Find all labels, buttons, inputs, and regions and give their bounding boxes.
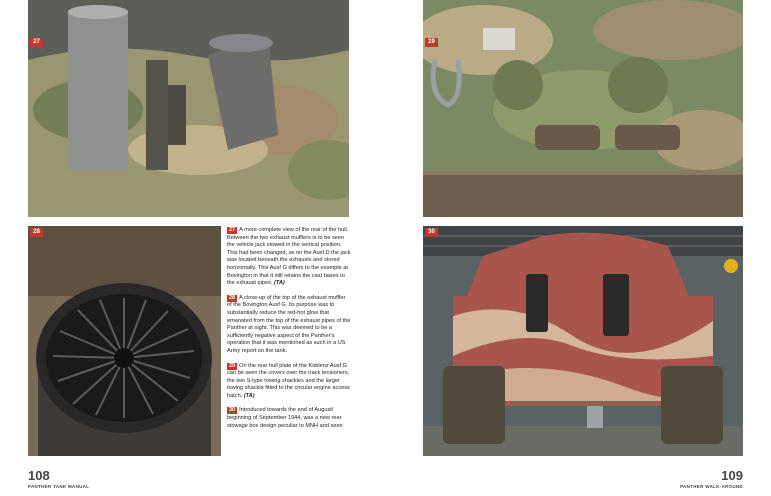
left-page-number: 108 [28,468,50,483]
photo-28 [28,226,221,456]
caption-text: A close-up of the top of the exhaust muffler of the Bovington Ausf G. Its purpose was to substantially reduce the red-hot glow that emanated from the top of the exhaust pipes of the Panther at night. This was deemed to be a sufficiently negative aspect of the Panther's operation that it was mentioned as such in a US Army report on the tank. [227,294,351,354]
photo-30 [423,226,743,456]
photo-27 [28,0,349,217]
caption-number: 28 [229,294,236,301]
caption-text: A more complete view of the rear of the hull. Between the two exhaust mufflers is to be seen the vehicle jack stowed in the vertical position. This had been changed, as on the Ausf D the jack was located beneath the exhausts and stored horizontally. This Ausf G differs to the example at Bovington in that it still retains the cast bases to the exhaust pipes. [227,227,351,287]
caption-27 [227,227,351,288]
caption-column [227,227,351,437]
caption-text: Introduced towards the end of August/ beginning of September 1944, was a new rear stowage box design peculiar to MNH and seen [227,407,343,429]
caption-number: 27 [229,227,236,233]
caption-text: On the rear hull plate of the Koblenz Ausf G can be seen the covers over the track tensioners, the two S-type towing shackles and the larger towing shackle fitted to the circular engine access hatch. [227,362,350,399]
caption-29 [227,363,351,401]
photo-credit: (TA) [243,392,255,399]
photo-number-badge: 30 [425,228,438,237]
photo-number-badge: 29 [425,38,438,47]
caption-28 [227,295,351,356]
right-page-number: 109 [721,468,743,483]
photo-29 [423,0,743,217]
caption-number: 29 [229,362,236,369]
photo-number-badge: 27 [30,38,43,47]
left-running-footer: PANTHER TANK MANUAL [28,484,90,489]
photo-number-badge: 28 [30,228,43,237]
caption-30 [227,407,351,430]
right-running-footer: PANTHER WALK-AROUND [680,484,743,489]
caption-number: 30 [229,407,236,414]
photo-credit: (TA) [273,280,285,287]
